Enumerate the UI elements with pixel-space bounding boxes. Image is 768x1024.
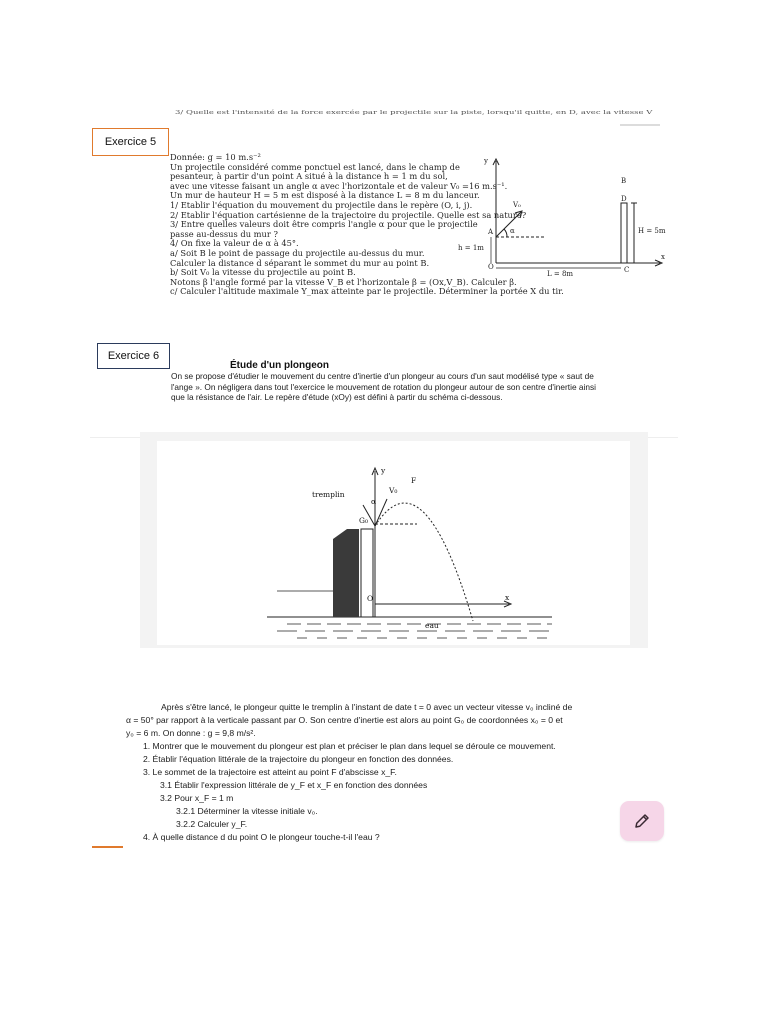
- edit-button[interactable]: [620, 801, 664, 841]
- exercice6-intro: [171, 371, 651, 403]
- label-D: D: [621, 195, 627, 203]
- question-line: Après s'être lancé, le plongeur quitte le tremplin à l'instant de date t = 0 avec un vecteur vitesse v₀ incliné de: [161, 702, 573, 712]
- ex5-line: Calculer la distance d séparant le sommet du mur au point B.: [170, 257, 430, 268]
- label-v0: V₀: [389, 486, 398, 495]
- ex5-line: 2/ Etablir l'équation cartésienne de la trajectoire du projectile. Quelle est sa nature?: [170, 209, 527, 220]
- question-line: 3.1 Établir l'expression littérale de y_F et x_F en fonction des données: [160, 780, 428, 790]
- question-line: 3. Le sommet de la trajectoire est atteint au point F d'abscisse x_F.: [143, 767, 397, 777]
- exercice6-title: Étude d'un plongeon: [230, 360, 330, 371]
- question-line: 3.2.1 Déterminer la vitesse initiale v₀.: [176, 806, 318, 816]
- ex5-line: Donnée: g = 10 m.s⁻²: [170, 152, 261, 162]
- ex5-line: a/ Soit B le point de passage du projectile au-dessus du mur.: [170, 247, 425, 258]
- exercice6-questions: [126, 701, 646, 844]
- label-x: x: [661, 253, 665, 261]
- label-y: y: [381, 466, 386, 475]
- label-h: h = 1m: [458, 244, 484, 252]
- label-F: F: [411, 476, 417, 485]
- ex5-line: Un mur de hauteur H = 5 m est disposé à la distance L = 8 m du lanceur.: [170, 190, 480, 201]
- question-line: 3.2.2 Calculer y_F.: [176, 819, 248, 829]
- exercice6-figure-frame: [140, 432, 648, 648]
- question-line: 2. Établir l'équation littérale de la trajectoire du plongeur en fonction des données.: [143, 754, 454, 764]
- ex6-intro-line: que la résistance de l'air. Le repère d'étude (xOy) est défini à partir du schéma ci-dessous.: [171, 392, 503, 402]
- label-H: H = 5m: [638, 227, 666, 235]
- label-G0: G₀: [359, 516, 368, 525]
- label-C: C: [624, 266, 630, 274]
- label-L: L = 8m: [547, 270, 574, 278]
- exercice6-label-box: [97, 343, 170, 369]
- label-B: B: [621, 177, 627, 185]
- exercice5-diagram: [455, 155, 670, 280]
- label-O: O: [367, 594, 374, 603]
- question-line: y₀ = 6 m. On donne : g = 9,8 m/s².: [126, 728, 256, 738]
- question-line: 1. Montrer que le mouvement du plongeur est plan et préciser le plan dans lequel se déroule ce mouvement.: [143, 741, 556, 751]
- orange-marker: [92, 846, 123, 848]
- label-O: O: [488, 263, 494, 271]
- alpha-arc: [504, 229, 507, 237]
- ex6-intro-line: l'ange ». On négligera dans tout l'exercice le mouvement de rotation du plongeur autour de son centre d'inertie ainsi: [171, 381, 596, 392]
- question-line: 3.2 Pour x_F = 1 m: [160, 793, 234, 803]
- label-tremplin: tremplin: [312, 490, 345, 499]
- ex5-line: 3/ Entre quelles valeurs doit être compris l'angle α pour que le projectile: [170, 219, 478, 230]
- label-alpha: α: [510, 227, 515, 235]
- trajectory: [375, 503, 473, 621]
- ex5-line: b/ Soit V₀ la vitesse du projectile au point B.: [170, 267, 356, 278]
- label-y: y: [484, 157, 488, 165]
- exercice6-label: Exercice 6: [107, 350, 160, 362]
- wall: [621, 203, 627, 263]
- label-alpha: α: [371, 497, 377, 506]
- label-A: A: [488, 228, 494, 236]
- ex5-line: 1/ Etablir l'équation du mouvement du projectile dans le repère (O, i, j).: [170, 199, 473, 210]
- exercice6-figure: [157, 441, 630, 645]
- ex5-line: Un projectile considéré comme ponctuel est lancé, dans le champ de: [170, 161, 460, 172]
- ex5-line: Notons β l'angle formé par la vitesse V_B et l'horizontale β = (Ox,V_B). Calculer β.: [170, 276, 517, 287]
- ex5-line: c/ Calculer l'altitude maximale Y_max atteinte par le projectile. Déterminer la portée X du tir.: [170, 286, 564, 297]
- exercice6-figure-paper: [157, 441, 630, 645]
- ex5-line: passe au-dessus du mur ?: [170, 228, 278, 239]
- exercice5-label: Exercice 5: [104, 136, 157, 148]
- divider: [620, 124, 660, 126]
- question-line: 4. À quelle distance d du point O le plongeur touche-t-il l'eau ?: [143, 832, 380, 842]
- tower: [361, 529, 373, 617]
- label-x: x: [505, 593, 510, 602]
- label-v0: V₀: [513, 201, 521, 209]
- v0-vector: [496, 212, 521, 237]
- exercice5-text: [170, 152, 564, 297]
- exercice5-label-box: [92, 128, 169, 156]
- ground-block: [333, 529, 359, 617]
- ex6-intro-line: On se propose d'étudier le mouvement du centre d'inertie d'un plongeur au cours d'un saut modélisé type « saut de: [171, 371, 594, 381]
- top-cut-line: 3/ Quelle est l'intensité de la force exercée par le projectile sur la piste, lorsqu'il quitte, en D, avec la vitesse V: [175, 109, 653, 116]
- pencil-icon: [633, 812, 651, 830]
- ex5-line: pesanteur, à partir d'un point A situé à la distance h = 1 m du sol,: [170, 171, 448, 182]
- label-eau: eau: [425, 621, 439, 630]
- question-line: α = 50° par rapport à la verticale passant par O. Son centre d'inertie est alors au point G₀ de coordonnées x₀ = 0 et: [126, 715, 563, 725]
- ex5-line: 4/ On fixe la valeur de α à 45°.: [170, 238, 299, 249]
- ex5-line: avec une vitesse faisant un angle α avec l'horizontale et de valeur V₀ =16 m.s⁻¹.: [170, 180, 508, 191]
